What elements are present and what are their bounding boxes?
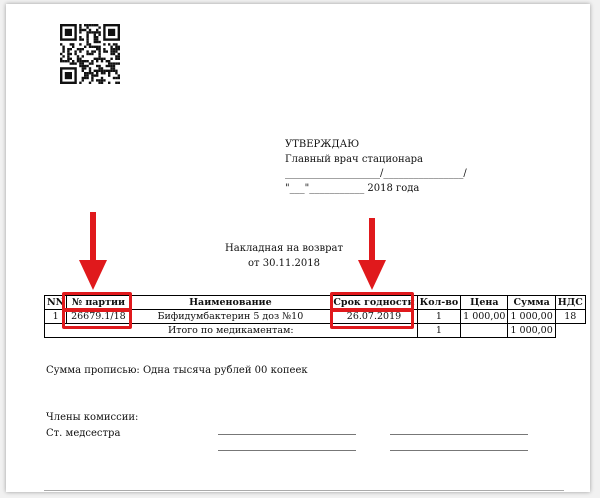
commission-member-role: Ст. медсестра (46, 428, 121, 439)
approval-block (285, 138, 467, 196)
batch-cell-highlight (62, 308, 132, 329)
header-price: Цена (461, 296, 508, 310)
approval-date-line: "___"___________ 2018 года (285, 182, 420, 194)
header-vat: НДС (555, 296, 585, 310)
total-sum: 1 000,00 (508, 324, 555, 338)
header-name: Наименование (130, 296, 331, 310)
total-quantity: 1 (417, 324, 461, 338)
approval-position: Главный врач стационара (285, 153, 424, 165)
document-title: Накладная на возврат (225, 243, 343, 254)
total-label: Итого по медикаментам: (45, 324, 418, 338)
total-vat-empty (555, 324, 585, 338)
cell-price: 1 000,00 (461, 310, 508, 324)
cell-nn: 1 (45, 310, 67, 324)
signature-line (390, 434, 528, 435)
expiry-cell-highlight (330, 308, 414, 329)
qr-code (60, 24, 120, 84)
arrow-down-icon (78, 212, 108, 292)
cell-name: Бифидумбактерин 5 доз №10 (130, 310, 331, 324)
header-expiry: Срок годности (331, 296, 417, 310)
header-batch: № партии (67, 296, 130, 310)
signature-line (390, 450, 528, 451)
cell-quantity: 1 (417, 310, 461, 324)
page-bottom-rule (44, 490, 564, 491)
approval-signature-line: ___________________/________________/ (285, 168, 467, 180)
document-date: от 30.11.2018 (248, 258, 320, 269)
cell-sum: 1 000,00 (508, 310, 555, 324)
approval-heading: УТВЕРЖДАЮ (285, 139, 360, 150)
arrow-down-icon (357, 218, 387, 292)
signature-line (218, 434, 356, 435)
header-nn: NN (45, 296, 67, 310)
sum-in-words: Сумма прописью: Одна тысяча рублей 00 копеек (46, 365, 308, 376)
cell-expiry: 26.07.2019 (331, 310, 417, 324)
total-price-empty (461, 324, 508, 338)
cell-batch: 26679.1/18 (67, 310, 130, 324)
document-page (6, 4, 590, 492)
commission-block (46, 410, 138, 442)
header-quantity: Кол-во (417, 296, 461, 310)
commission-title: Члены комиссии: (46, 412, 139, 423)
cell-vat: 18 (555, 310, 585, 324)
header-sum: Сумма (508, 296, 555, 310)
signature-line (218, 450, 356, 451)
